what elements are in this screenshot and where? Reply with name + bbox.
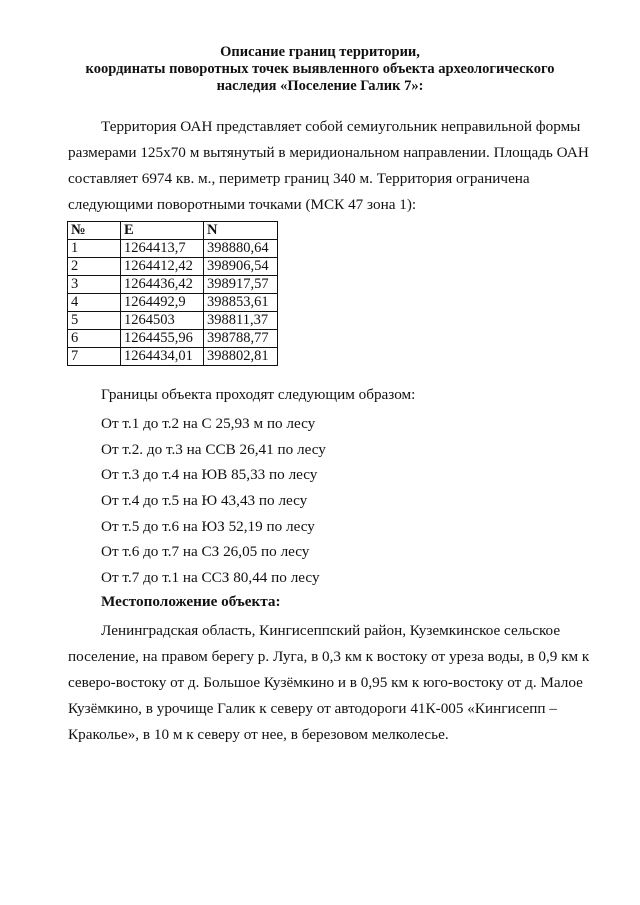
column-header-number: № [68, 222, 121, 240]
cell-number: 7 [68, 348, 121, 366]
boundary-segment: От т.2. до т.3 на ССВ 26,41 по лесу [101, 440, 326, 458]
location-line: Краколье», в 10 м к северу от нее, в березовом мелколесье. [68, 726, 449, 743]
cell-n: 398917,57 [204, 276, 278, 294]
cell-e: 1264455,96 [121, 330, 204, 348]
cell-n: 398788,77 [204, 330, 278, 348]
table-row [68, 258, 278, 276]
cell-number: 2 [68, 258, 121, 276]
cell-n: 398853,61 [204, 294, 278, 312]
cell-number: 4 [68, 294, 121, 312]
table-header-row [68, 222, 278, 240]
boundary-segment: От т.7 до т.1 на ССЗ 80,44 по лесу [101, 569, 320, 587]
column-header-e: E [121, 222, 204, 240]
cell-n: 398802,81 [204, 348, 278, 366]
intro-line: следующими поворотными точками (МСК 47 зона 1): [68, 196, 417, 213]
boundaries-heading: Границы объекта проходят следующим образом: [101, 386, 416, 403]
boundary-segment: От т.5 до т.6 на ЮЗ 52,19 по лесу [101, 517, 315, 535]
title-line: Описание границ территории, [220, 44, 420, 60]
location-line: северо-востоку от д. Большое Кузёмкино и в 0,95 км к юго-востоку от д. Малое [68, 674, 583, 691]
location-line: Кузёмкино, в урочище Галик к северу от автодороги 41К-005 «Кингисепп – [68, 700, 557, 717]
cell-number: 1 [68, 240, 121, 258]
boundary-segment: От т.3 до т.4 на ЮВ 85,33 по лесу [101, 466, 318, 484]
cell-e: 1264436,42 [121, 276, 204, 294]
cell-number: 6 [68, 330, 121, 348]
coordinates-table [67, 221, 278, 366]
document-title [40, 44, 600, 95]
table-row [68, 240, 278, 258]
table-row [68, 348, 278, 366]
cell-e: 1264413,7 [121, 240, 204, 258]
boundary-segment: От т.4 до т.5 на Ю 43,43 по лесу [101, 492, 308, 510]
location-heading: Местоположение объекта: [101, 593, 281, 610]
table-row [68, 330, 278, 348]
table-row [68, 312, 278, 330]
table-row [68, 294, 278, 312]
intro-paragraph [68, 114, 588, 218]
title-line: координаты поворотных точек выявленного объекта археологического [85, 61, 555, 77]
column-header-n: N [204, 222, 278, 240]
cell-n: 398880,64 [204, 240, 278, 258]
cell-e: 1264503 [121, 312, 204, 330]
boundary-segment: От т.1 до т.2 на С 25,93 м по лесу [101, 415, 316, 432]
cell-number: 3 [68, 276, 121, 294]
table-row [68, 276, 278, 294]
cell-e: 1264434,01 [121, 348, 204, 366]
location-paragraph [68, 618, 593, 748]
title-line: наследия «Поселение Галик 7»: [216, 78, 424, 94]
cell-n: 398811,37 [204, 312, 278, 330]
intro-line: размерами 125x70 м вытянутый в меридиональном направлении. Площадь ОАН [68, 144, 589, 161]
location-line: поселение, на правом берегу р. Луга, в 0,3 км к востоку от уреза воды, в 0,9 км к [68, 648, 590, 665]
cell-e: 1264412,42 [121, 258, 204, 276]
boundary-segments-list [101, 411, 326, 591]
cell-e: 1264492,9 [121, 294, 204, 312]
cell-number: 5 [68, 312, 121, 330]
intro-line: составляет 6974 кв. м., периметр границ 340 м. Территория ограничена [68, 170, 530, 187]
intro-line: Территория ОАН представляет собой семиугольник неправильной формы [101, 118, 581, 135]
location-line: Ленинградская область, Кингисеппский район, Куземкинское сельское [101, 622, 561, 639]
boundary-segment: От т.6 до т.7 на СЗ 26,05 по лесу [101, 543, 310, 561]
cell-n: 398906,54 [204, 258, 278, 276]
